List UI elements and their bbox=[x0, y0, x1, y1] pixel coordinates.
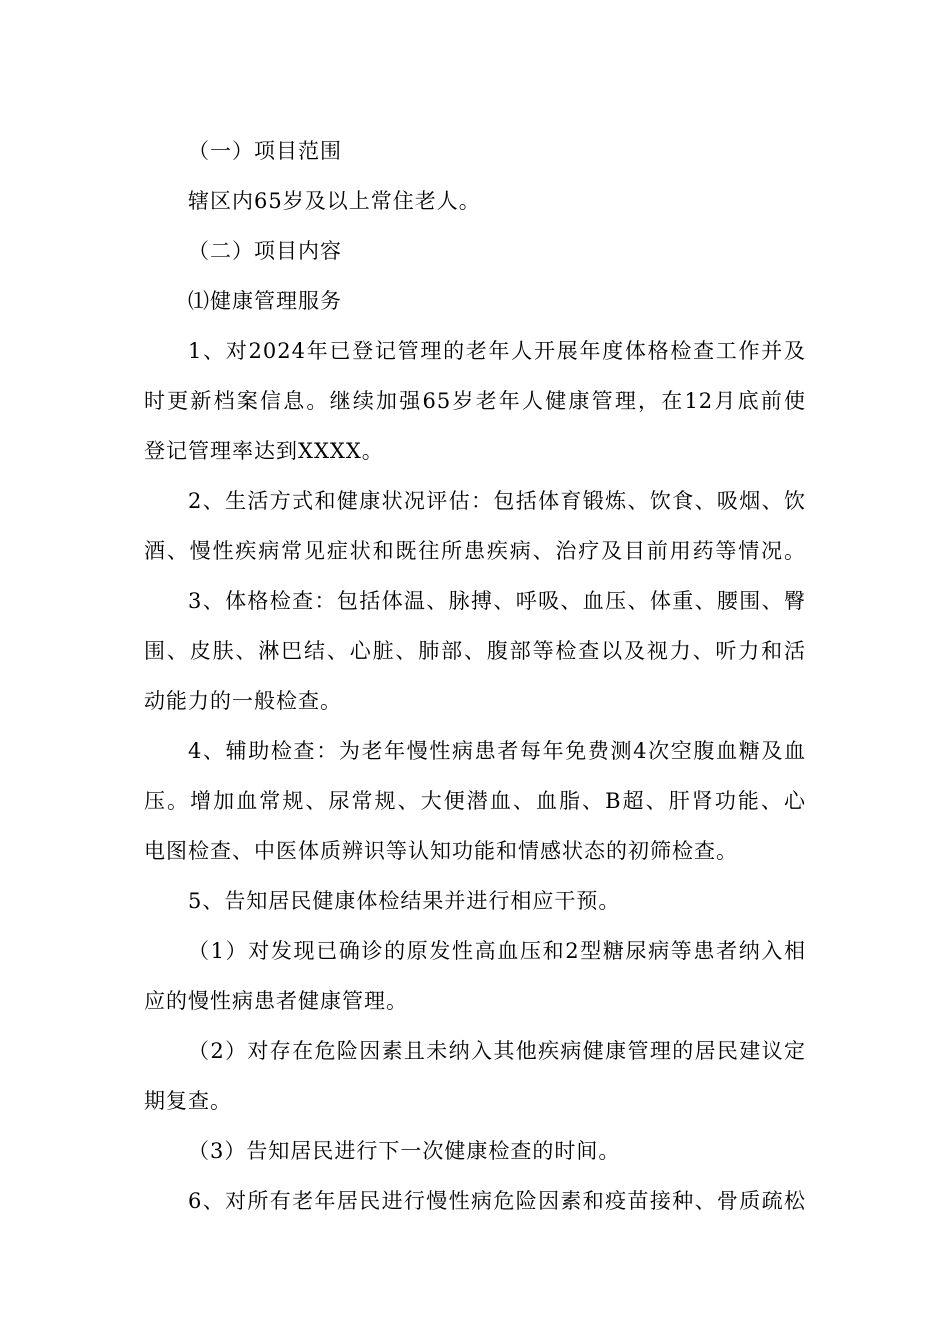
paragraph-line: 5、告知居民健康体检结果并进行相应干预。 bbox=[188, 889, 621, 913]
paragraph-line: （3）告知居民进行下一次健康检查的时间。 bbox=[188, 1139, 621, 1163]
paragraph-line: 6、对所有老年居民进行慢性病危险因素和疫苗接种、骨质疏松 bbox=[188, 1189, 806, 1213]
paragraph-line: 电图检查、中医体质辨识等认知功能和情感状态的初筛检查。 bbox=[144, 839, 738, 863]
paragraph-line: 应的慢性病患者健康管理。 bbox=[144, 989, 408, 1013]
paragraph-line: 动能力的一般检查。 bbox=[144, 689, 342, 713]
subsection-heading: ⑴健康管理服务 bbox=[188, 289, 342, 313]
section-heading-scope: （一）项目范围 bbox=[188, 139, 342, 163]
paragraph-line: 登记管理率达到XXXX。 bbox=[144, 439, 384, 463]
paragraph-line: 压。增加血常规、尿常规、大便潜血、血脂、B超、肝肾功能、心 bbox=[144, 789, 806, 813]
paragraph-line: 3、体格检查：包括体温、脉搏、呼吸、血压、体重、腰围、臀 bbox=[188, 589, 806, 613]
paragraph-line: （2）对存在危险因素且未纳入其他疾病健康管理的居民建议定 bbox=[188, 1039, 806, 1063]
section-heading-content: （二）项目内容 bbox=[188, 239, 342, 263]
paragraph-line: 时更新档案信息。继续加强65岁老年人健康管理，在12月底前使 bbox=[144, 389, 806, 413]
paragraph-line: 2、生活方式和健康状况评估：包括体育锻炼、饮食、吸烟、饮 bbox=[188, 489, 806, 513]
paragraph-line: 4、辅助检查：为老年慢性病患者每年免费测4次空腹血糖及血 bbox=[188, 739, 806, 763]
paragraph-line: 辖区内65岁及以上常住老人。 bbox=[188, 189, 481, 213]
paragraph-line: 围、皮肤、淋巴结、心脏、肺部、腹部等检查以及视力、听力和活 bbox=[144, 639, 806, 663]
paragraph-line: （1）对发现已确诊的原发性高血压和2型糖尿病等患者纳入相 bbox=[188, 939, 806, 963]
paragraph-line: 酒、慢性疾病常见症状和既往所患疾病、治疗及目前用药等情况。 bbox=[144, 539, 806, 563]
paragraph-line: 1、对2024年已登记管理的老年人开展年度体格检查工作并及 bbox=[188, 339, 806, 363]
paragraph-line: 期复查。 bbox=[144, 1089, 232, 1113]
